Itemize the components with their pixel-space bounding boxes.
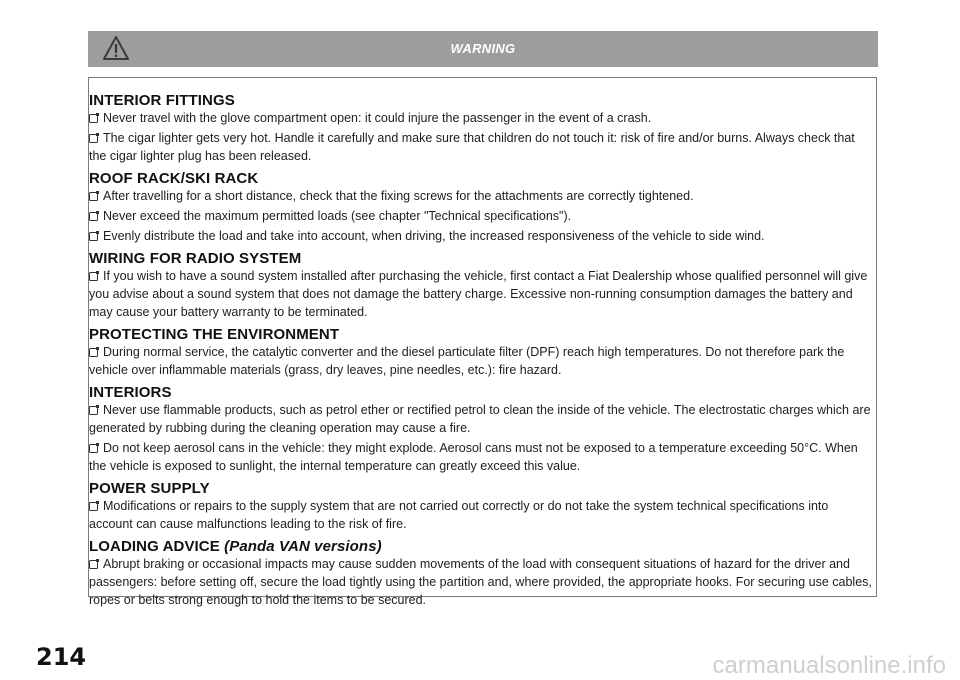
section [89,538,873,614]
warning-item-text: Never travel with the glove compartment open: it could injure the passenger in the event of a crash. [103,111,652,125]
bullet-icon [89,134,98,143]
bullet-icon [89,114,98,123]
bullet-icon [89,348,98,357]
warning-item-text: Abrupt braking or occasional impacts may cause sudden movements of the load with consequent situations of hazard for the driver and passengers: before setting off, secure the load tightly using the partition and, where provided, the appropriate hooks. For securing use cables, ropes or belts strong enough to hold the items to be secured. [89,557,872,607]
section-heading [89,538,873,555]
section-heading [89,326,873,343]
bullet-icon [89,444,98,453]
warning-item [89,401,873,437]
warning-item [89,227,873,245]
warning-item [89,109,873,127]
section [89,170,873,250]
warning-item [89,497,873,533]
section [89,250,873,326]
section-heading [89,250,873,267]
section-heading-text: PROTECTING THE ENVIRONMENT [89,326,340,343]
section-heading-text: ROOF RACK/SKI RACK [89,170,259,187]
warning-item-text: Evenly distribute the load and take into account, when driving, the increased responsiveness of the vehicle to side wind. [103,229,765,243]
section [89,480,873,538]
section-heading-text: INTERIORS [89,384,172,401]
section [89,326,873,384]
bullet-icon [89,560,98,569]
warning-item [89,207,873,225]
warning-item [89,439,873,475]
warning-item-text: Modifications or repairs to the supply system that are not carried out correctly or do not take the system technical specifications into account can cause malfunctions leading to the risk of fire. [89,499,829,531]
warning-banner [88,31,878,67]
page-number: 214 [36,643,87,671]
watermark: carmanualsonline.info [712,652,946,679]
bullet-icon [89,212,98,221]
warning-item [89,129,873,165]
warning-item-text: Never use flammable products, such as petrol ether or rectified petrol to clean the inside of the vehicle. The electrostatic charges which are generated by rubbing during the cleaning operation may cause a fire. [89,403,871,435]
bullet-icon [89,272,98,281]
warning-item-text: Do not keep aerosol cans in the vehicle: they might explode. Aerosol cans must not be exposed to a temperature exceeding 50°C. When the vehicle is exposed to sunlight, the internal temperature can greatly exceed this value. [89,441,858,473]
warning-item-text: If you wish to have a sound system installed after purchasing the vehicle, first contact a Fiat Dealership whose qualified personnel will give you advise about a sound system that does not damage the battery charge. Excessive non-running consumption damages the battery and may cause your battery warranty to be terminated. [89,269,868,319]
bullet-icon [89,232,98,241]
section-heading [89,170,873,187]
warning-item-text: Never exceed the maximum permitted loads (see chapter "Technical specifications"). [103,209,572,223]
section-heading [89,384,873,401]
warning-content [89,92,873,614]
warning-item [89,343,873,379]
warning-item-text: After travelling for a short distance, check that the fixing screws for the attachments are correctly tightened. [103,189,694,203]
banner-title: WARNING [450,41,516,56]
warning-item [89,187,873,205]
bullet-icon [89,192,98,201]
section-heading-text: INTERIOR FITTINGS [89,92,235,109]
section-heading-text: POWER SUPPLY [89,480,210,497]
section-heading-text: LOADING ADVICE [89,538,220,555]
warning-item [89,267,873,321]
bullet-icon [89,406,98,415]
section [89,92,873,170]
bullet-icon [89,502,98,511]
section-heading-text: WIRING FOR RADIO SYSTEM [89,250,302,267]
section-heading [89,92,873,109]
section-heading-subtitle: (Panda VAN versions) [224,538,382,555]
warning-item-text: The cigar lighter gets very hot. Handle it carefully and make sure that children do not touch it: risk of fire and/or burns. Always check that the cigar lighter plug has been released. [89,131,855,163]
section [89,384,873,480]
section-heading [89,480,873,497]
warning-item-text: During normal service, the catalytic converter and the diesel particulate filter (DPF) reach high temperatures. Do not therefore park the vehicle over inflammable materials (grass, dry leaves, pine needles, etc.): fire hazard. [89,345,845,377]
warning-item [89,555,873,609]
